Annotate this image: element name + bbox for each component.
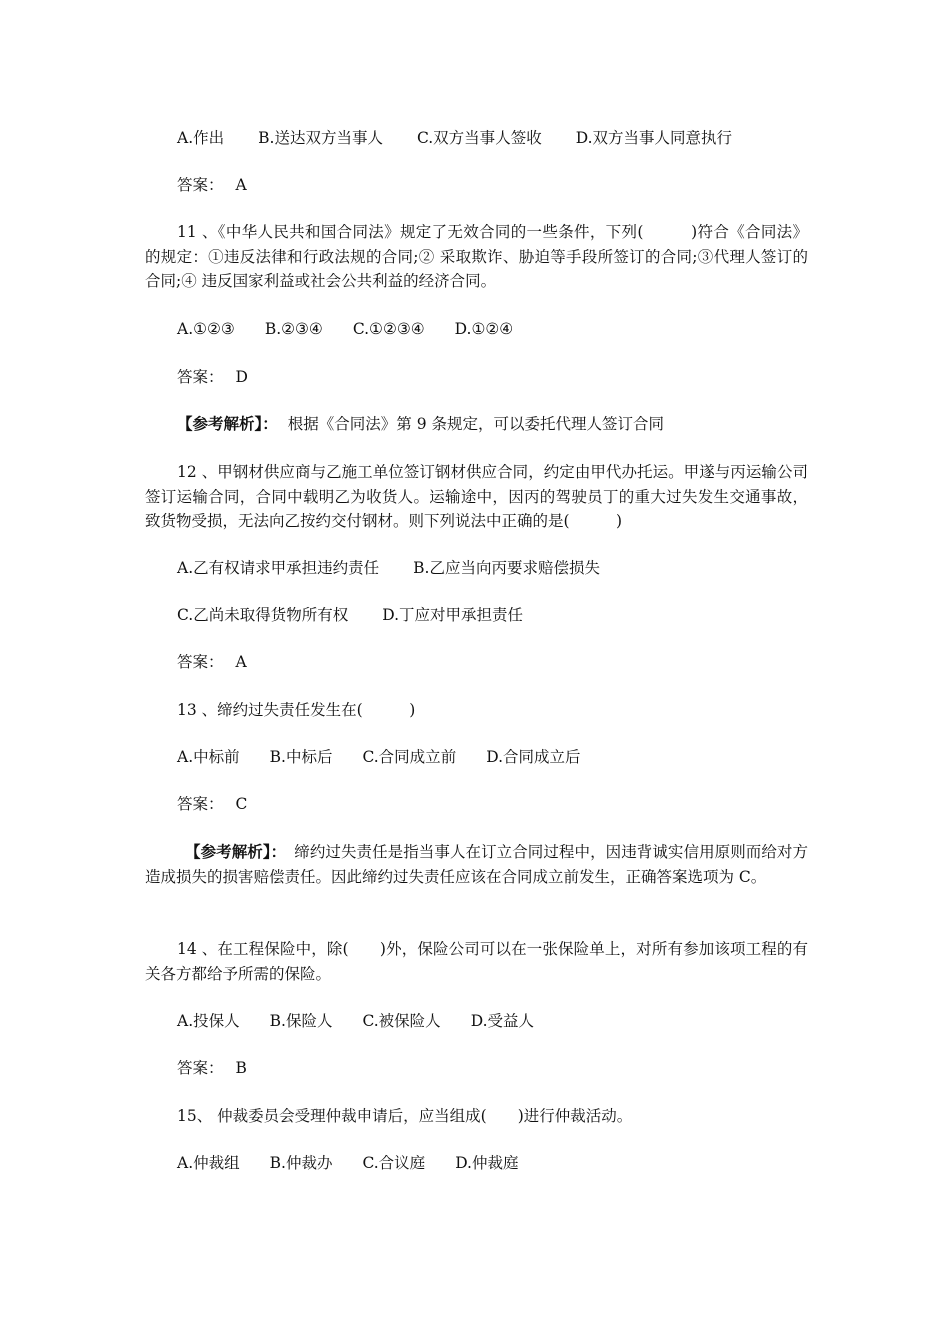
answer-value: D <box>235 368 248 386</box>
q10-option-c: C.双方当事人签收 <box>416 129 542 147</box>
analysis-text: 缔约过失责任是指当事人在订立合同过程中，因违背诚实信用原则而给对方造成损失的损害赔偿责任。因此缔约过失责任应该在合同成立前发生，正确答案选项为 C。 <box>145 843 808 886</box>
answer-label: 答案： <box>177 653 224 671</box>
q15-option-d: D.仲裁庭 <box>455 1154 519 1172</box>
q13-answer <box>177 792 247 816</box>
q14-option-c: C.被保险人 <box>362 1012 441 1030</box>
q10-option-a: A.作出 <box>177 129 225 147</box>
answer-value: A <box>235 176 247 194</box>
q14-answer <box>177 1056 247 1080</box>
answer-label: 答案： <box>177 176 224 194</box>
q15-stem: 15、 仲裁委员会受理仲裁申请后，应当组成( )进行仲裁活动。 <box>177 1107 633 1125</box>
answer-value: C <box>235 795 248 813</box>
q12-options-row2 <box>177 603 523 627</box>
q12-option-c: C.乙尚未取得货物所有权 <box>177 606 349 624</box>
q12-option-b: B.乙应当向丙要求赔偿损失 <box>413 559 600 577</box>
q11-stem: 11 、《中华人民共和国合同法》规定了无效合同的一些条件，下列( )符合《合同法》的规定：①违反法律和行政法规的合同;② 采取欺诈、胁迫等手段所签订的合同;③代理人签订的合同;④ 违反国家利益或社会公共利益的经济合同。 <box>145 223 808 290</box>
q13-options <box>177 745 581 769</box>
q12-option-a: A.乙有权请求甲承担违约责任 <box>177 559 380 577</box>
q10-answer <box>177 173 247 197</box>
q15-option-b: B.仲裁办 <box>269 1154 333 1172</box>
q11-option-a: A.①②③ <box>177 320 235 338</box>
q13-option-a: A.中标前 <box>177 748 240 766</box>
q14-option-a: A.投保人 <box>177 1012 240 1030</box>
q15-option-a: A.仲裁组 <box>177 1154 240 1172</box>
q12-option-d: D.丁应对甲承担责任 <box>382 606 524 624</box>
q10-option-b: B.送达双方当事人 <box>258 129 383 147</box>
analysis-text: 根据《合同法》第 9 条规定，可以委托代理人签订合同 <box>287 415 664 433</box>
q11-options <box>177 317 513 341</box>
q13-option-b: B.中标后 <box>269 748 333 766</box>
q14-option-b: B.保险人 <box>269 1012 333 1030</box>
answer-label: 答案： <box>177 1059 224 1077</box>
q13-analysis <box>145 840 808 889</box>
q13-option-c: C.合同成立前 <box>362 748 457 766</box>
q14-options <box>177 1009 534 1033</box>
q15-options <box>177 1151 519 1175</box>
answer-label: 答案： <box>177 368 224 386</box>
q12-stem: 12 、甲钢材供应商与乙施工单位签订钢材供应合同，约定由甲代办托运。甲遂与丙运输公司签订运输合同，合同中载明乙为收货人。运输途中，因丙的驾驶员丁的重大过失发生交通事故，致货物受损，无法向乙按约交付钢材。则下列说法中正确的是( ) <box>145 463 808 530</box>
answer-value: B <box>235 1059 247 1077</box>
q13-option-d: D.合同成立后 <box>486 748 581 766</box>
q13-stem: 13 、缔约过失责任发生在( ) <box>177 701 416 719</box>
q11-answer <box>177 365 248 389</box>
q14-option-d: D.受益人 <box>470 1012 535 1030</box>
q12-options-row1 <box>177 556 600 580</box>
analysis-label: 【参考解析】： <box>185 842 287 861</box>
q11-option-c: C.①②③④ <box>352 320 425 338</box>
q14-stem: 14 、在工程保险中，除( )外，保险公司可以在一张保险单上，对所有参加该项工程的有关各方都给予所需的保险。 <box>145 940 808 983</box>
q15-option-c: C.合议庭 <box>362 1154 426 1172</box>
q10-options <box>177 126 732 150</box>
q11-option-d: D.①②④ <box>454 320 514 338</box>
q10-option-d: D.双方当事人同意执行 <box>575 129 733 147</box>
q12-answer <box>177 650 247 674</box>
answer-value: A <box>235 653 247 671</box>
analysis-label: 【参考解析】： <box>177 414 278 433</box>
q11-analysis <box>177 412 664 436</box>
q11-option-b: B.②③④ <box>264 320 323 338</box>
answer-label: 答案： <box>177 795 224 813</box>
